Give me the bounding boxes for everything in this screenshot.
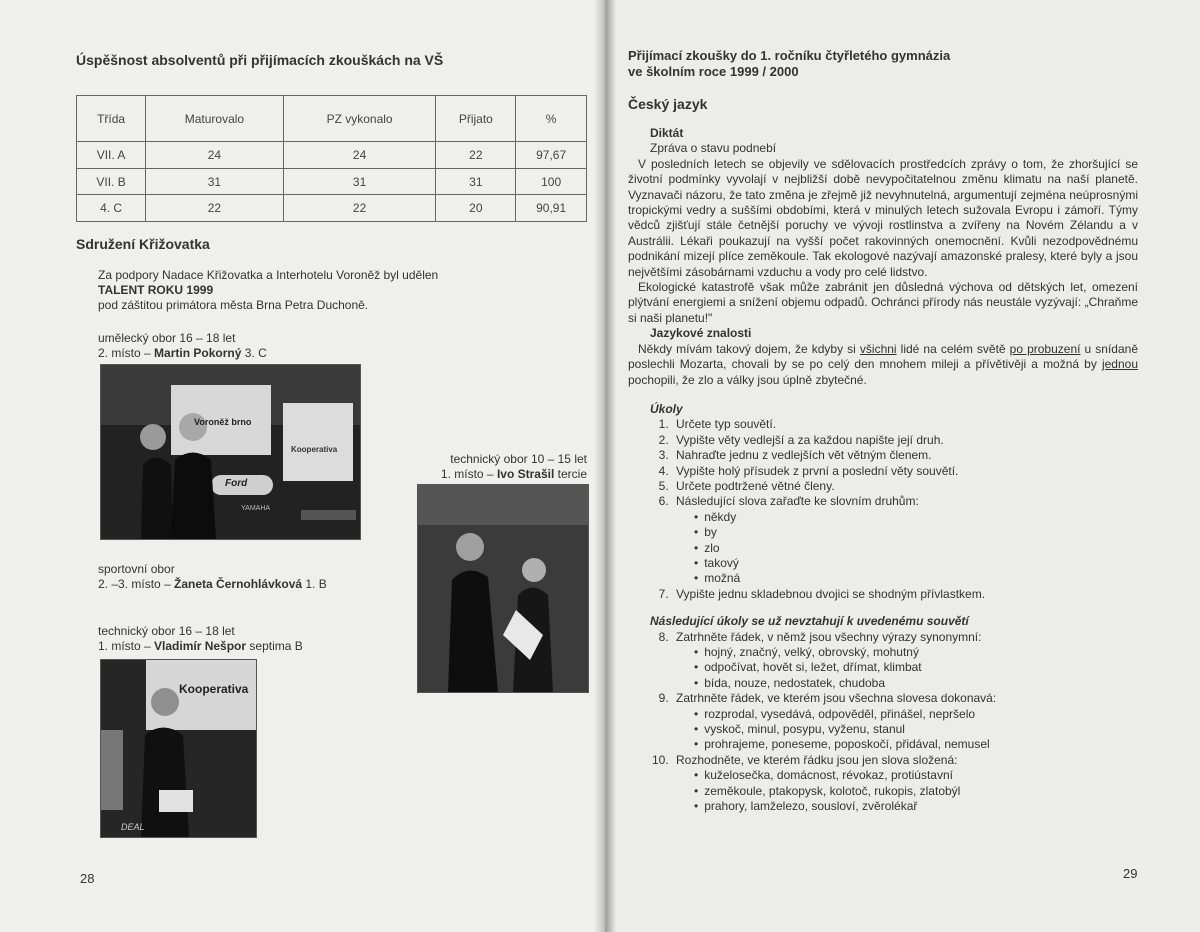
task-text: Rozhodněte, ve kterém řádku jsou jen slova složená: bbox=[676, 752, 958, 767]
task-item: 2. Vypište věty vedlejší a za každou napište její druh. bbox=[672, 433, 1138, 448]
table-cell: 31 bbox=[146, 168, 284, 195]
word-item: • zlo bbox=[690, 541, 1138, 556]
table-cell: 24 bbox=[283, 142, 436, 169]
section-title: Sdružení Křižovatka bbox=[76, 236, 210, 252]
tasks-title: Úkoly bbox=[650, 401, 683, 416]
table-cell: 31 bbox=[283, 168, 436, 195]
photo-deal-text: DEAL bbox=[121, 822, 145, 832]
photo-banner-text: Kooperativa bbox=[291, 445, 338, 454]
language-title: Jazykové znalosti bbox=[650, 326, 752, 341]
page-number: 28 bbox=[80, 871, 95, 886]
talent-intro bbox=[98, 268, 438, 313]
task-item: 3. Nahraďte jednu z vedlejších vět větným členem. bbox=[672, 448, 1138, 463]
task-item: 5. Určete podtržené větné členy. bbox=[672, 479, 1138, 494]
word-item: • možná bbox=[690, 571, 1138, 586]
task-item bbox=[672, 630, 1138, 692]
task-item: 4. Vypište holý přísudek z první a poslední věty souvětí. bbox=[672, 464, 1138, 479]
table-cell: 100 bbox=[516, 168, 587, 195]
underlined-word: po probuzení bbox=[1009, 341, 1081, 356]
award-category: technický obor 16 – 18 let bbox=[98, 624, 235, 638]
award-photo bbox=[100, 364, 361, 540]
award-category: umělecký obor 16 – 18 let bbox=[98, 331, 236, 345]
table-header-cell: Maturovalo bbox=[146, 96, 284, 142]
award-place: 2. –3. místo – bbox=[98, 577, 175, 591]
underlined-word: všichni bbox=[859, 341, 897, 356]
word-item: • takový bbox=[690, 556, 1138, 571]
option-item: • rozprodal, vysedává, odpověděl, přinášel, nepršelo bbox=[690, 707, 1138, 722]
table-cell: 90,91 bbox=[516, 195, 587, 222]
table-row bbox=[77, 195, 587, 222]
table-header-cell: Třída bbox=[77, 96, 146, 142]
language-sentence bbox=[628, 342, 1138, 388]
exam-heading-line: Přijímací zkoušky do 1. ročníku čtyřletého gymnázia bbox=[628, 48, 951, 63]
sentence-part: Někdy mívám takový dojem, že kdyby si bbox=[638, 341, 860, 356]
table-cell: 22 bbox=[146, 195, 284, 222]
table-row bbox=[77, 168, 587, 195]
graduates-heading: Úspěšnost absolventů při přijímacích zkouškách na VŠ bbox=[76, 52, 444, 68]
award-place: 1. místo – bbox=[440, 467, 497, 481]
award-caption bbox=[98, 624, 303, 654]
table-header-cell: Přijato bbox=[436, 96, 516, 142]
award-class: tercie bbox=[554, 467, 587, 481]
award-category: technický obor 10 – 15 let bbox=[450, 452, 587, 466]
award-caption bbox=[98, 331, 267, 361]
table-header-cell: % bbox=[516, 96, 587, 142]
option-item: • hojný, značný, velký, obrovský, mohutný bbox=[690, 645, 1138, 660]
dictation-title: Diktát bbox=[650, 126, 684, 140]
exam-heading-line: ve školním roce 1999 / 2000 bbox=[628, 64, 799, 79]
dictation-paragraph: V posledních letech se objevily ve sdělovacích prostředcích zprávy o tom, že zhoršující se životní podmínky vyvolají v nejbližší době nevypočitatelnou změnu klimatu na naší planetě. Vyznavači názoru, že tato změna je zřejmě již nevyhnutelná, argumentují zejména neúprosnými tropickými vedry a suššími obdobími, která v minulých letech sužovala Evropu i zámoří. Týmy vědců zjišťují stále četnější poruchy ve vývoji rostlinstva a zvířeny na Novém Zélandu a v Austrálii. Lékaři poukazují na vyšší počet rakovinných onemocnění. Kvůli nezodpovědnému podnikání mizejí plíce zeměkoule. Tak ekologové nazývají amazonské pralesy, které byly a jsou největšími zásobárnami vzduchu a vody pro celé lidstvo. bbox=[628, 156, 1138, 279]
option-list bbox=[676, 645, 1138, 691]
award-name: Martin Pokorný bbox=[154, 346, 242, 360]
sentence-part: lidé na celém světě bbox=[896, 341, 1010, 356]
table-cell: 4. C bbox=[77, 195, 146, 222]
award-place: 1. místo – bbox=[98, 639, 155, 653]
award-caption bbox=[98, 562, 327, 592]
table-cell: 22 bbox=[436, 142, 516, 169]
option-item: • prahory, lamželezo, sousloví, zvěrolékař bbox=[690, 799, 1138, 814]
table-cell: VII. A bbox=[77, 142, 146, 169]
award-name: Vladimír Nešpor bbox=[154, 639, 247, 653]
task-item bbox=[672, 494, 1138, 586]
table-cell: VII. B bbox=[77, 168, 146, 195]
dictation-subtitle: Zpráva o stavu podnebí bbox=[650, 141, 777, 156]
photo-banner-text: Kooperativa bbox=[179, 682, 249, 696]
award-caption bbox=[380, 452, 587, 482]
talent-title: TALENT ROKU 1999 bbox=[98, 283, 214, 297]
exam-body bbox=[628, 126, 1138, 814]
task-item: 1. Určete typ souvětí. bbox=[672, 417, 1138, 432]
table-cell: 31 bbox=[436, 168, 516, 195]
word-item: • by bbox=[690, 525, 1138, 540]
photo-yamaha-text: YAMAHA bbox=[241, 505, 271, 512]
task-item: 7. Vypište jednu skladebnou dvojici se shodným přívlastkem. bbox=[672, 587, 1138, 602]
photo-ford-logo: Ford bbox=[225, 478, 248, 489]
task-item bbox=[672, 691, 1138, 753]
option-item: • odpočívat, hovět si, ležet, dřímat, klimbat bbox=[690, 660, 1138, 675]
option-item: • prohrajeme, poneseme, poposkočí, přidával, nemusel bbox=[690, 737, 1138, 752]
option-list bbox=[676, 707, 1138, 753]
word-item: • někdy bbox=[690, 510, 1138, 525]
photo-banner-text: Voroněž brno bbox=[194, 417, 252, 427]
subject-title: Český jazyk bbox=[628, 96, 708, 112]
option-item: • bída, nouze, nedostatek, chudoba bbox=[690, 676, 1138, 691]
table-header-cell: PZ vykonalo bbox=[283, 96, 436, 142]
award-class: 3. C bbox=[241, 346, 267, 360]
word-list bbox=[676, 510, 1138, 587]
book-gutter bbox=[594, 0, 616, 932]
results-table bbox=[76, 95, 587, 222]
intro-line: Za podpory Nadace Křižovatka a Interhotelu Voroněž byl udělen bbox=[98, 268, 439, 282]
option-list bbox=[676, 768, 1138, 814]
tasks-list bbox=[628, 417, 1138, 602]
award-place: 2. místo – bbox=[98, 346, 155, 360]
task-text: Následující slova zařaďte ke slovním druhům: bbox=[676, 494, 919, 509]
exam-heading bbox=[628, 48, 950, 80]
task-text: Zatrhněte řádek, v němž jsou všechny výrazy synonymní: bbox=[676, 629, 982, 644]
page-number: 29 bbox=[1123, 866, 1138, 881]
table-cell: 22 bbox=[283, 195, 436, 222]
award-name: Žaneta Černohlávková bbox=[174, 577, 303, 591]
underlined-word: jednou bbox=[1101, 357, 1138, 372]
table-cell: 24 bbox=[146, 142, 284, 169]
award-class: 1. B bbox=[302, 577, 327, 591]
option-item: • kuželosečka, domácnost, révokaz, protiústavní bbox=[690, 768, 1138, 783]
award-category: sportovní obor bbox=[98, 562, 175, 576]
option-item: • zeměkoule, ptakopysk, kolotoč, rukopis, zlatobýl bbox=[690, 784, 1138, 799]
table-cell: 97,67 bbox=[516, 142, 587, 169]
next-tasks-title: Následující úkoly se už nevztahují k uvedenému souvětí bbox=[650, 614, 969, 629]
award-photo bbox=[100, 659, 257, 838]
award-class: septima B bbox=[246, 639, 303, 653]
award-name: Ivo Strašil bbox=[496, 467, 555, 481]
task-text: Zatrhněte řádek, ve kterém jsou všechna slovesa dokonavá: bbox=[676, 691, 997, 706]
tasks-list bbox=[628, 630, 1138, 815]
right-page bbox=[604, 0, 1200, 932]
award-photo bbox=[417, 484, 589, 693]
table-row bbox=[77, 142, 587, 169]
table-cell: 20 bbox=[436, 195, 516, 222]
intro-line: pod záštitou primátora města Brna Petra Duchoně. bbox=[98, 298, 369, 312]
photo-illustration bbox=[418, 485, 588, 692]
dictation-paragraph: Ekologické katastrofě však může zabránit jen důsledná výchova od dětských let, omezení plýtvání energiemi a snížení objemu odpadů. Ochránci přírody nás neustále vyzývají: „Chraňme si naši planetu!" bbox=[628, 280, 1138, 325]
table-header-row bbox=[77, 96, 587, 142]
option-item: • vyskoč, minul, posypu, vyženu, stanul bbox=[690, 722, 1138, 737]
sentence-part: pochopili, že zlo a války jsou úplně zbytečné. bbox=[628, 372, 867, 387]
sentence-part: u snídaně poslechli Mozarta, chovali by se po celý den mnohem mileji a přívětivěji a možná by bbox=[628, 341, 1138, 372]
task-item bbox=[672, 753, 1138, 815]
